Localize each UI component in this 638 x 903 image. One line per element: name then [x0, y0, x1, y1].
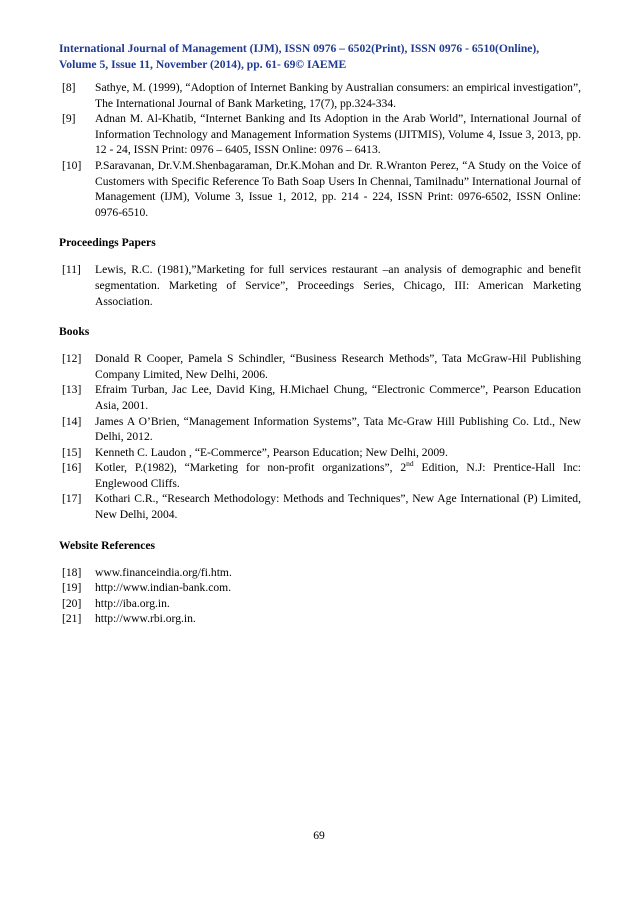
reference-item [59, 580, 581, 596]
reference-number: [15] [62, 445, 82, 459]
reference-item [59, 596, 581, 612]
reference-number: [9] [62, 112, 76, 126]
reference-text: Kenneth C. Laudon , “E-Commerce”, Pearson Education; New Delhi, 2009. [95, 445, 448, 459]
reference-number: [11] [62, 263, 81, 277]
reference-item [59, 262, 581, 309]
reference-item [59, 611, 581, 627]
page-number: 69 [313, 829, 325, 842]
journal-reference-list [59, 80, 581, 220]
page-content [59, 41, 581, 627]
reference-text: Sathye, M. (1999), “Adoption of Internet Banking by Australian consumers: an empirical investigation”, The International Journal of Bank Marketing, 17(7), pp.324-334. [95, 81, 581, 110]
reference-item [59, 351, 581, 382]
reference-number: [20] [62, 596, 82, 610]
reference-text-part: Kotler, P.(1982), “Marketing for non-profit organizations”, 2 [95, 461, 407, 475]
reference-url: http://iba.org.in. [95, 596, 170, 610]
reference-text: Lewis, R.C. (1981),”Marketing for full services restaurant –an analysis of demographic and benefit segmentation. Marketing of Service”, Proceedings Series, Chicago, III: American Marketing Association. [95, 263, 581, 308]
reference-number: [21] [62, 612, 82, 626]
reference-number: [10] [62, 158, 82, 172]
reference-text: Efraim Turban, Jac Lee, David King, H.Michael Chung, “Electronic Commerce”, Pearson Education Asia, 2001. [95, 383, 581, 412]
reference-text-part: Edition, N.J: Prentice-Hall Inc: Englewood Cliffs. [95, 461, 581, 490]
proceedings-reference-list [59, 262, 581, 309]
reference-item [59, 414, 581, 445]
reference-number: [14] [62, 414, 82, 428]
reference-url: www.financeindia.org/fi.htm. [95, 565, 232, 579]
reference-number: [17] [62, 492, 82, 506]
reference-text: James A O’Brien, “Management Information Systems”, Tata Mc-Graw Hill Publishing Co. Ltd., New Delhi, 2012. [95, 414, 581, 444]
reference-item [59, 460, 581, 491]
books-reference-list [59, 351, 581, 523]
reference-text: Kothari C.R., “Research Methodology: Methods and Techniques”, New Age International (P) Limited, New Delhi, 2004. [95, 492, 581, 522]
reference-text [95, 460, 581, 491]
reference-number: [12] [62, 352, 82, 366]
reference-text: P.Saravanan, Dr.V.M.Shenbagaraman, Dr.K.Mohan and Dr. R.Wranton Perez, “A Study on the Voice of Customers with Specific Reference To Bath Soap Users In Chennai, Tamilnadu” International Journal of Management (IJM), Volume 3, Issue 1, 2012, pp. 214 - 224, ISSN Print: 0976-6502, ISSN Online: 0976-6510. [95, 158, 581, 219]
section-heading-websites: Website References [59, 538, 156, 552]
reference-item [59, 158, 581, 220]
reference-text: Donald R Cooper, Pamela S Schindler, “Business Research Methods”, Tata McGraw-Hil Publishing Company Limited, New Delhi, 2006. [95, 352, 581, 381]
reference-number: [19] [62, 581, 82, 595]
reference-url: http://www.indian-bank.com. [95, 581, 232, 595]
reference-number: [13] [62, 383, 82, 397]
reference-item [59, 491, 581, 522]
reference-number: [8] [62, 81, 76, 94]
reference-item [59, 80, 581, 111]
journal-header-line-2: Volume 5, Issue 11, November (2014), pp. 61- 69© IAEME [59, 58, 347, 71]
reference-item [59, 111, 581, 158]
reference-url: http://www.rbi.org.in. [95, 612, 196, 626]
reference-item [59, 382, 581, 413]
reference-text: Adnan M. Al-Khatib, “Internet Banking and Its Adoption in the Arab World”, International Journal of Information Technology and Management Information Systems (IJITMIS), Volume 4, Issue 3, 2013, pp. 12 - 24, ISSN Print: 0976 – 6405, ISSN Online: 0976 – 6413. [95, 112, 581, 157]
reference-item [59, 565, 581, 581]
website-reference-list [59, 565, 581, 627]
journal-header [59, 41, 581, 73]
section-heading-books: Books [59, 325, 90, 339]
reference-number: [16] [62, 461, 82, 475]
journal-header-line-1: International Journal of Management (IJM), ISSN 0976 – 6502(Print), ISSN 0976 - 6510(Online), [59, 42, 540, 55]
reference-item [59, 445, 581, 461]
superscript-ordinal: nd [406, 459, 414, 469]
reference-number: [18] [62, 565, 82, 579]
section-heading-proceedings: Proceedings Papers [59, 236, 156, 250]
